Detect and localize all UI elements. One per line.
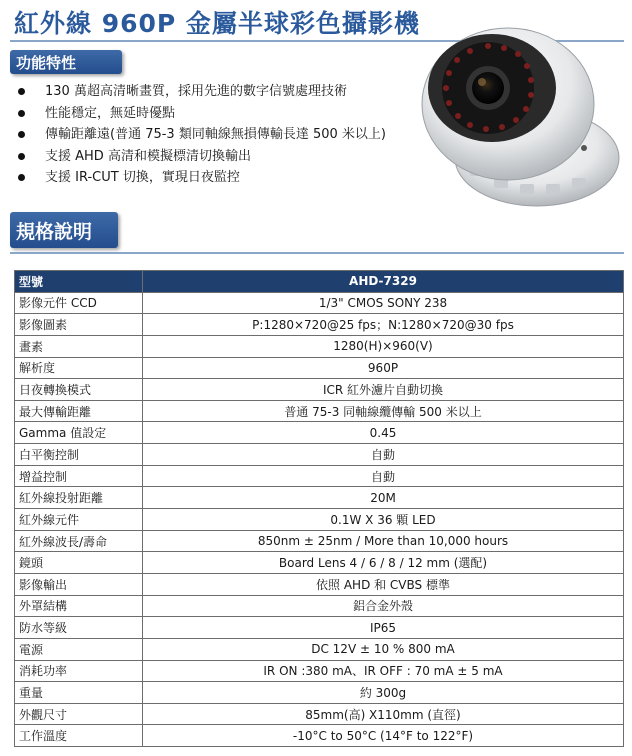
table-header-value: AHD-7329: [143, 271, 624, 293]
spec-value: Board Lens 4 / 6 / 8 / 12 mm (選配): [143, 552, 624, 574]
spec-label: 電源: [15, 638, 143, 660]
feature-text: 支援 AHD 高清和模擬標清切換輸出: [45, 148, 251, 164]
spec-label: 日夜轉換模式: [15, 379, 143, 401]
feature-item: [18, 81, 386, 103]
dome-camera-image: [412, 16, 626, 212]
spec-label: 外觀尺寸: [15, 703, 143, 725]
feature-item: [18, 146, 386, 168]
spec-value: 普通 75-3 同軸線纜傳輸 500 米以上: [143, 400, 624, 422]
spec-value: 850nm ± 25nm / More than 10,000 hours: [143, 530, 624, 552]
spec-value: 20M: [143, 487, 624, 509]
table-row: [15, 422, 624, 444]
spec-value: 自動: [143, 465, 624, 487]
spec-value: 約 300g: [143, 682, 624, 704]
features-section-header: 功能特性: [10, 50, 122, 74]
table-row: [15, 379, 624, 401]
bullet-icon: [18, 131, 25, 138]
table-row: [15, 335, 624, 357]
spec-value: 自動: [143, 444, 624, 466]
table-row: [15, 638, 624, 660]
spec-label: 鏡頭: [15, 552, 143, 574]
table-row: [15, 682, 624, 704]
spec-value: DC 12V ± 10 % 800 mA: [143, 638, 624, 660]
spec-value: 鋁合金外殼: [143, 595, 624, 617]
spec-value: 960P: [143, 357, 624, 379]
feature-text: 性能穩定，無延時優點: [45, 105, 176, 121]
spec-label: 工作溫度: [15, 725, 143, 747]
table-row: [15, 465, 624, 487]
feature-text: 傳輸距離遠(普通 75-3 類同軸線無損傳輸長達 500 米以上): [45, 127, 386, 142]
spec-label: 增益控制: [15, 465, 143, 487]
table-row: [15, 530, 624, 552]
spec-divider: [10, 252, 624, 254]
feature-item: [18, 124, 386, 146]
table-row: [15, 400, 624, 422]
feature-item: [18, 167, 386, 189]
table-row: [15, 573, 624, 595]
spec-value: 依照 AHD 和 CVBS 標準: [143, 573, 624, 595]
spec-label: 最大傳輸距離: [15, 400, 143, 422]
spec-value: -10°C to 50°C (14°F to 122°F): [143, 725, 624, 747]
table-header-row: [15, 271, 624, 293]
table-header-label: 型號: [15, 271, 143, 293]
spec-label: 影像輸出: [15, 573, 143, 595]
spec-label: 紅外線投射距離: [15, 487, 143, 509]
page-title: 紅外線 960P 金屬半球彩色攝影機: [14, 9, 420, 38]
spec-label: 外罩結構: [15, 595, 143, 617]
spec-value: 0.45: [143, 422, 624, 444]
table-row: [15, 357, 624, 379]
table-row: [15, 292, 624, 314]
table-row: [15, 595, 624, 617]
bullet-icon: [18, 153, 25, 160]
spec-value: 85mm(高) X110mm (直徑): [143, 703, 624, 725]
spec-label: 消耗功率: [15, 660, 143, 682]
spec-table: [14, 270, 624, 747]
bullet-icon: [18, 88, 25, 95]
table-row: [15, 617, 624, 639]
feature-text: 130 萬超高清晰畫質，採用先進的數字信號處理技術: [45, 84, 347, 99]
spec-label: Gamma 值設定: [15, 422, 143, 444]
table-row: [15, 725, 624, 747]
table-row: [15, 552, 624, 574]
feature-list: [18, 81, 386, 189]
feature-text: 支援 IR-CUT 切換，實現日夜監控: [45, 170, 240, 185]
spec-value: IR ON :380 mA、IR OFF : 70 mA ± 5 mA: [143, 660, 624, 682]
bullet-icon: [18, 174, 25, 181]
spec-value: IP65: [143, 617, 624, 639]
table-row: [15, 314, 624, 336]
spec-label: 影像元件 CCD: [15, 292, 143, 314]
feature-item: [18, 103, 386, 125]
spec-label: 紅外線元件: [15, 509, 143, 531]
table-row: [15, 487, 624, 509]
spec-label: 防水等級: [15, 617, 143, 639]
spec-label: 重量: [15, 682, 143, 704]
table-row: [15, 444, 624, 466]
spec-label: 畫素: [15, 335, 143, 357]
spec-section-header: 規格說明: [10, 212, 118, 248]
spec-value: 0.1W X 36 顆 LED: [143, 509, 624, 531]
spec-label: 白平衡控制: [15, 444, 143, 466]
spec-label: 影像圖素: [15, 314, 143, 336]
spec-label: 解析度: [15, 357, 143, 379]
table-row: [15, 703, 624, 725]
bullet-icon: [18, 110, 25, 117]
spec-value: 1280(H)×960(V): [143, 335, 624, 357]
table-row: [15, 509, 624, 531]
spec-value: 1/3" CMOS SONY 238: [143, 292, 624, 314]
spec-value: P:1280×720@25 fps；N:1280×720@30 fps: [143, 314, 624, 336]
table-row: [15, 660, 624, 682]
spec-value: ICR 紅外濾片自動切換: [143, 379, 624, 401]
spec-label: 紅外線波長/壽命: [15, 530, 143, 552]
